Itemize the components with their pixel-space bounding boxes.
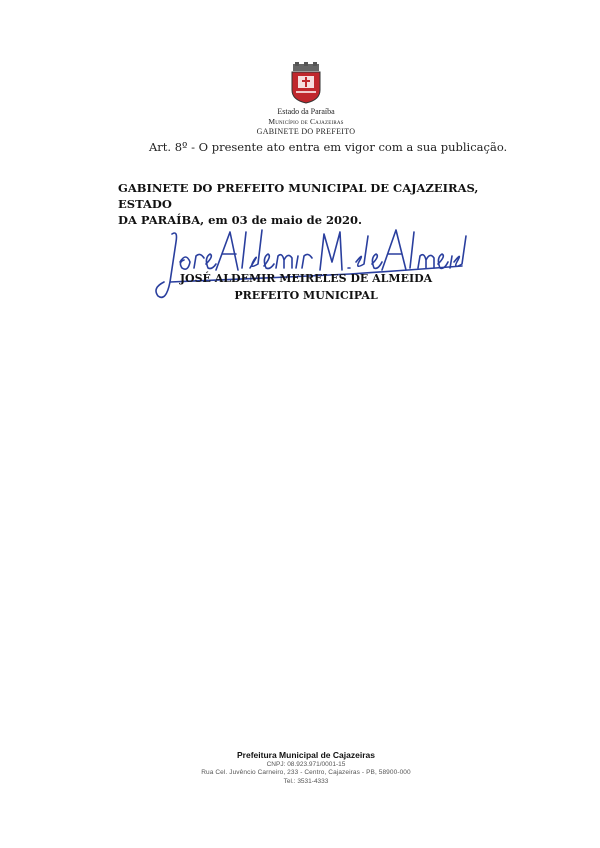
signatory-title: PREFEITO MUNICIPAL <box>234 289 378 302</box>
closing-line-1: GABINETE DO PREFEITO MUNICIPAL DE CAJAZEIRAS, ESTADO <box>118 181 479 211</box>
footer-phone: Tel.: 3531-4333 <box>283 778 329 785</box>
closing-line-2: DA PARAÍBA, em 03 de maio de 2020. <box>118 213 363 227</box>
closing-statement <box>118 180 498 228</box>
footer-org: Prefeitura Municipal de Cajazeiras <box>237 750 375 760</box>
header-office: GABINETE DO PREFEITO <box>256 127 356 136</box>
municipal-crest-icon <box>289 62 323 104</box>
header-municipality: Município de Cajazeiras <box>268 117 344 126</box>
footer-address: Rua Cel. Juvêncio Carneiro, 233 - Centro, Cajazeiras - PB, 58900-000 <box>201 769 411 776</box>
signatory-name: JOSÉ ALDEMIR MEIRELES DE ALMEIDA <box>179 272 433 285</box>
footer-cnpj: CNPJ: 08.923.971/0001-15 <box>266 761 346 768</box>
header-state: Estado da Paraíba <box>277 107 335 116</box>
article-text: Art. 8º - O presente ato entra em vigor com a sua publicação. <box>149 140 508 154</box>
